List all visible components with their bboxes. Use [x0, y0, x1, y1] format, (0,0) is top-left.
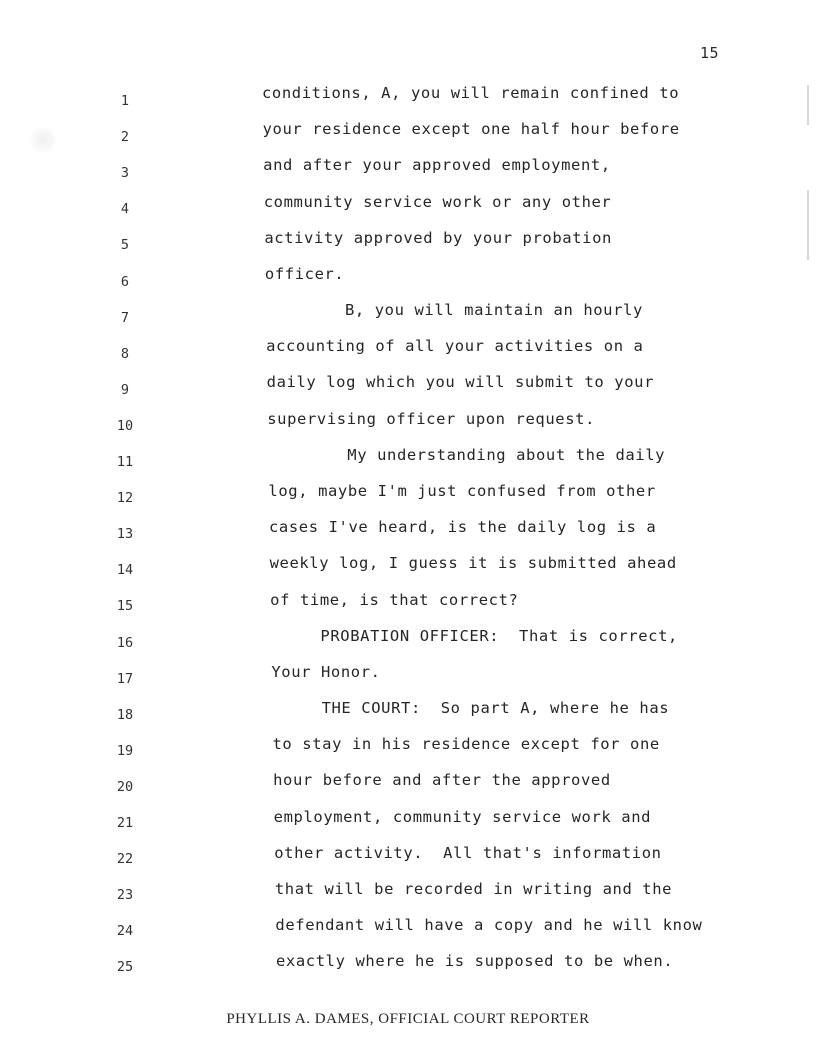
line-number: 11	[116, 454, 134, 470]
line-number: 13	[116, 526, 134, 543]
transcript-line: your residence except one half hour before	[262, 120, 680, 139]
transcript-line: activity approved by your probation	[264, 228, 612, 247]
line-number: 10	[116, 417, 134, 434]
line-number: 2	[120, 129, 130, 146]
transcript-line: PROBATION OFFICER: That is correct,	[270, 626, 678, 645]
court-reporter-footer: PHYLLIS A. DAMES, OFFICIAL COURT REPORTER	[226, 1011, 590, 1027]
transcript-line: that will be recorded in writing and the	[274, 879, 673, 898]
line-number: 20	[116, 778, 134, 795]
transcript-line: and after your approved employment,	[263, 156, 611, 175]
line-number: 6	[120, 273, 130, 290]
page-number: 15	[700, 44, 720, 62]
line-number: 15	[116, 598, 134, 615]
transcript-line: B, you will maintain an hourly	[265, 301, 643, 320]
transcript-line: other activity. All that's information	[274, 843, 662, 862]
line-number: 12	[116, 490, 134, 507]
line-number: 25	[116, 959, 134, 976]
scan-edge-mark	[807, 85, 809, 125]
line-number: 16	[116, 634, 134, 651]
line-number: 24	[116, 923, 134, 940]
transcript-line: officer.	[264, 264, 345, 283]
line-number: 4	[120, 201, 130, 218]
line-number: 18	[116, 706, 134, 723]
transcript-line: employment, community service work and	[273, 807, 652, 826]
line-number: 9	[120, 381, 130, 398]
line-number: 1	[120, 93, 130, 109]
transcript-line: THE COURT: So part A, where he has	[271, 699, 670, 718]
scan-edge-mark	[807, 190, 809, 260]
line-number: 5	[120, 237, 130, 254]
transcript-line: of time, is that correct?	[270, 590, 519, 609]
transcript-line: supervising officer upon request.	[267, 409, 595, 428]
transcript-line: defendant will have a copy and he will know	[275, 916, 703, 935]
transcript-line: log, maybe I'm just confused from other	[268, 481, 656, 500]
line-number: 3	[120, 165, 130, 182]
transcript-line: cases I've heard, is the daily log is a	[269, 518, 657, 537]
transcript-line: conditions, A, you will remain confined to	[262, 84, 680, 102]
transcript-line: exactly where he is supposed to be when.	[276, 952, 674, 971]
transcript-line: community service work or any other	[263, 192, 612, 211]
transcript-line: weekly log, I guess it is submitted ahead	[269, 554, 677, 573]
transcript-line: My understanding about the daily	[267, 445, 666, 464]
line-number: 7	[120, 309, 130, 326]
line-number: 14	[116, 562, 134, 579]
line-number: 23	[116, 887, 134, 904]
transcript-line: accounting of all your activities on a	[266, 337, 644, 356]
line-number: 22	[116, 851, 134, 868]
transcript-line: Your Honor.	[271, 662, 381, 681]
line-number: 21	[116, 815, 134, 831]
scan-smudge	[30, 127, 56, 153]
transcript-line: to stay in his residence except for one	[272, 735, 660, 754]
transcript-line: daily log which you will submit to your	[266, 373, 654, 392]
line-number: 8	[120, 345, 130, 362]
line-number: 19	[116, 742, 134, 759]
transcript-line: hour before and after the approved	[273, 771, 611, 790]
line-number: 17	[116, 670, 134, 687]
